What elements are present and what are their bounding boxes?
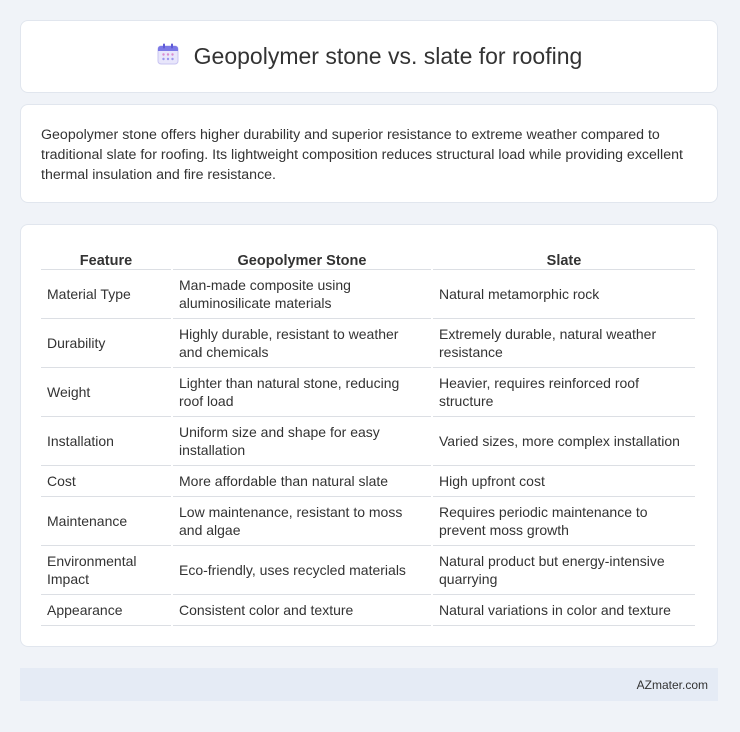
geopolymer-cell: Highly durable, resistant to weather and chemicals [173, 319, 431, 368]
feature-cell: Weight [41, 368, 171, 417]
slate-cell: Natural product but energy-intensive quarrying [433, 546, 695, 595]
table-row [41, 417, 695, 466]
geopolymer-cell: Lighter than natural stone, reducing roof load [173, 368, 431, 417]
table-row [41, 319, 695, 368]
page-title: Geopolymer stone vs. slate for roofing [193, 43, 583, 69]
footer [20, 668, 718, 701]
table-row [41, 497, 695, 546]
geopolymer-cell: Eco-friendly, uses recycled materials [173, 546, 431, 595]
feature-cell: Material Type [41, 270, 171, 319]
slate-cell: High upfront cost [433, 466, 695, 497]
feature-cell: Cost [41, 466, 171, 497]
slate-cell: Varied sizes, more complex installation [433, 417, 695, 466]
title-wrap [156, 42, 583, 71]
column-header-feature: Feature [41, 245, 171, 270]
table-row [41, 368, 695, 417]
feature-cell: Appearance [41, 595, 171, 626]
geopolymer-cell: Man-made composite using aluminosilicate materials [173, 270, 431, 319]
geopolymer-cell: Consistent color and texture [173, 595, 431, 626]
geopolymer-cell: Uniform size and shape for easy installation [173, 417, 431, 466]
table-row [41, 546, 695, 595]
summary-card [20, 104, 718, 203]
slate-cell: Natural variations in color and texture [433, 595, 695, 626]
column-header-geopolymer: Geopolymer Stone [173, 245, 431, 270]
header-card [20, 20, 718, 93]
table-row [41, 270, 695, 319]
geopolymer-cell: More affordable than natural slate [173, 466, 431, 497]
geopolymer-cell: Low maintenance, resistant to moss and algae [173, 497, 431, 546]
comparison-table-card [20, 224, 718, 647]
footer-brand[interactable]: AZmater.com [636, 677, 708, 692]
table-header-row [41, 245, 695, 270]
calendar-icon [156, 42, 180, 71]
slate-cell: Extremely durable, natural weather resistance [433, 319, 695, 368]
feature-cell: Maintenance [41, 497, 171, 546]
column-header-slate: Slate [433, 245, 695, 270]
slate-cell: Requires periodic maintenance to prevent moss growth [433, 497, 695, 546]
comparison-table [39, 245, 697, 626]
slate-cell: Natural metamorphic rock [433, 270, 695, 319]
table-row [41, 466, 695, 497]
summary-text: Geopolymer stone offers higher durability and superior resistance to extreme weather compared to traditional slate for roofing. Its lightweight composition reduces structural load while providing excellent thermal insulation and fire resistance. [41, 127, 683, 183]
feature-cell: Durability [41, 319, 171, 368]
slate-cell: Heavier, requires reinforced roof structure [433, 368, 695, 417]
feature-cell: Installation [41, 417, 171, 466]
table-row [41, 595, 695, 626]
feature-cell: Environmental Impact [41, 546, 171, 595]
